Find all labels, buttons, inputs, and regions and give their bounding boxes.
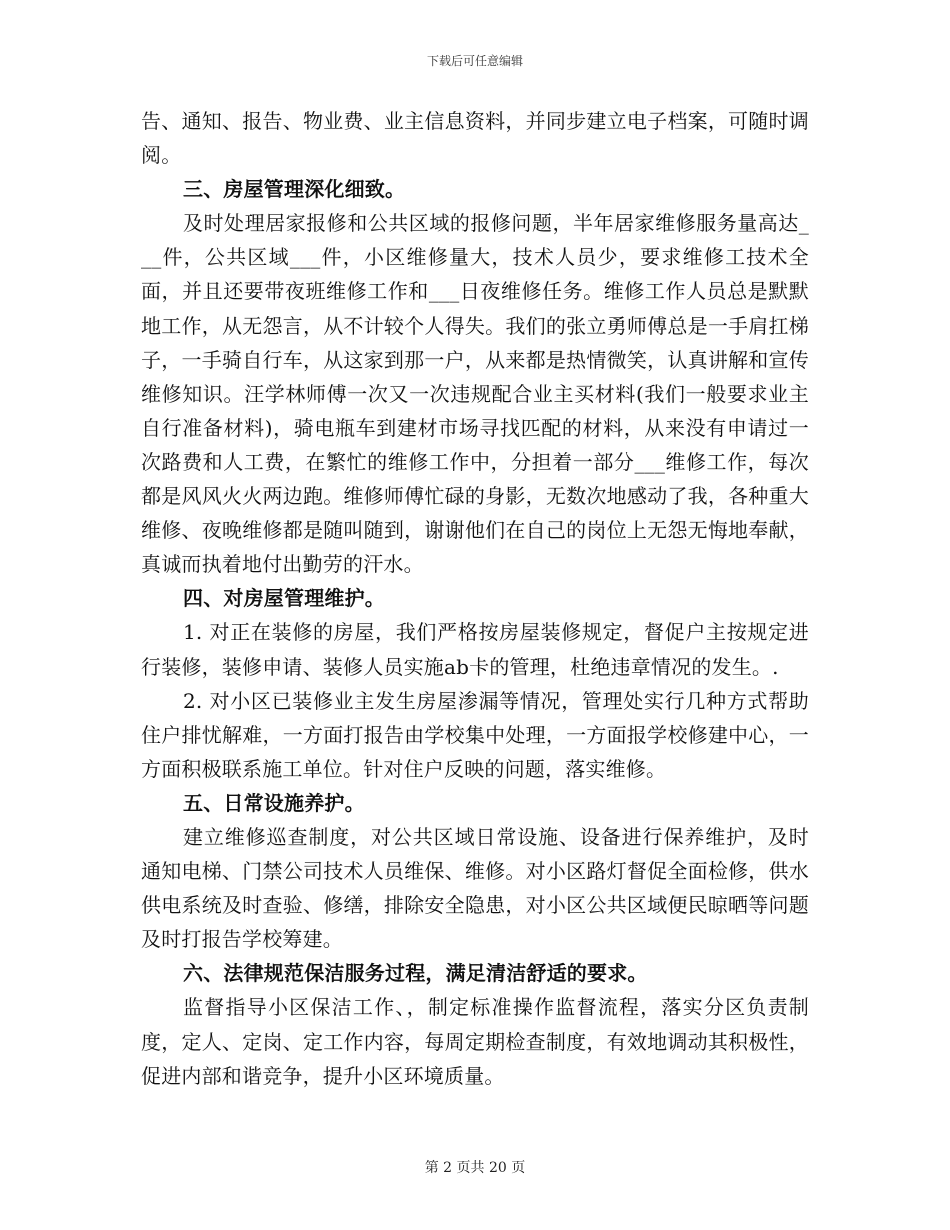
paragraph-item-2: 2. 对小区已装修业主发生房屋渗漏等情况，管理处实行几种方式帮助住户排忧解难，一方面打报告由学校集中处理，一方面报学校修建中心，一方面积极联系施工单位。针对住户反映的问题，落实维修。 bbox=[141, 688, 809, 781]
section-heading-3: 三、房屋管理深化细致。 bbox=[183, 177, 406, 202]
page-header: 下载后可任意编辑 bbox=[426, 54, 523, 68]
section-heading-5: 五、日常设施养护。 bbox=[183, 790, 365, 815]
paragraph-repairs: 及时处理居家报修和公共区域的报修问题，半年居家维修服务量高达___件，公共区域___件，小区维修量大，技术人员少，要求维修工技术全面，并且还要带夜班维修工作和___日夜维修任务。维修工作人员总是默默地工作，从无怨言，从不计较个人得失。我们的张立勇师傅总是一手肩扛梯子，一手骑自行车，从这家到那一户，从来都是热情微笑，认真讲解和宣传维修知识。汪学林师傅一次又一次违规配合业主买材料(我们一般要求业主自行准备材料)，骑电瓶车到建材市场寻找匹配的材料，从来没有申请过一次路费和人工费，在繁忙的维修工作中，分担着一部分___维修工作，每次都是风风火火两边跑。维修师傅忙碌的身影，无数次地感动了我，各种重大维修、夜晚维修都是随叫随到，谢谢他们在自己的岗位上无怨无悔地奉献，真诚而执着地付出勤劳的汗水。 bbox=[141, 211, 809, 577]
section-heading-6: 六、法律规范保洁服务过程，满足清洁舒适的要求。 bbox=[183, 961, 648, 986]
document-body bbox=[141, 104, 809, 1093]
paragraph-maintenance: 建立维修巡查制度，对公共区域日常设施、设备进行保养维护，及时通知电梯、门禁公司技术人员维保、维修。对小区路灯督促全面检修，供水供电系统及时查验、修缮，排除安全隐患，对小区公共区域便民晾晒等问题及时打报告学校筹建。 bbox=[141, 824, 809, 952]
section-heading-4: 四、对房屋管理维护。 bbox=[183, 586, 385, 611]
paragraph-continued: 告、通知、报告、物业费、业主信息资料，并同步建立电子档案，可随时调阅。 bbox=[141, 109, 809, 168]
paragraph-cleaning: 监督指导小区保洁工作、，制定标准操作监督流程，落实分区负责制度，定人、定岗、定工作内容，每周定期检查制度，有效地调动其积极性，促进内部和谐竞争，提升小区环境质量。 bbox=[141, 995, 809, 1088]
page-footer: 第 2 页共 20 页 bbox=[424, 1160, 526, 1176]
paragraph-item-1: 1. 对正在装修的房屋，我们严格按房屋装修规定，督促户主按规定进行装修，装修申请、装修人员实施ab卡的管理，杜绝违章情况的发生。. bbox=[141, 620, 809, 679]
